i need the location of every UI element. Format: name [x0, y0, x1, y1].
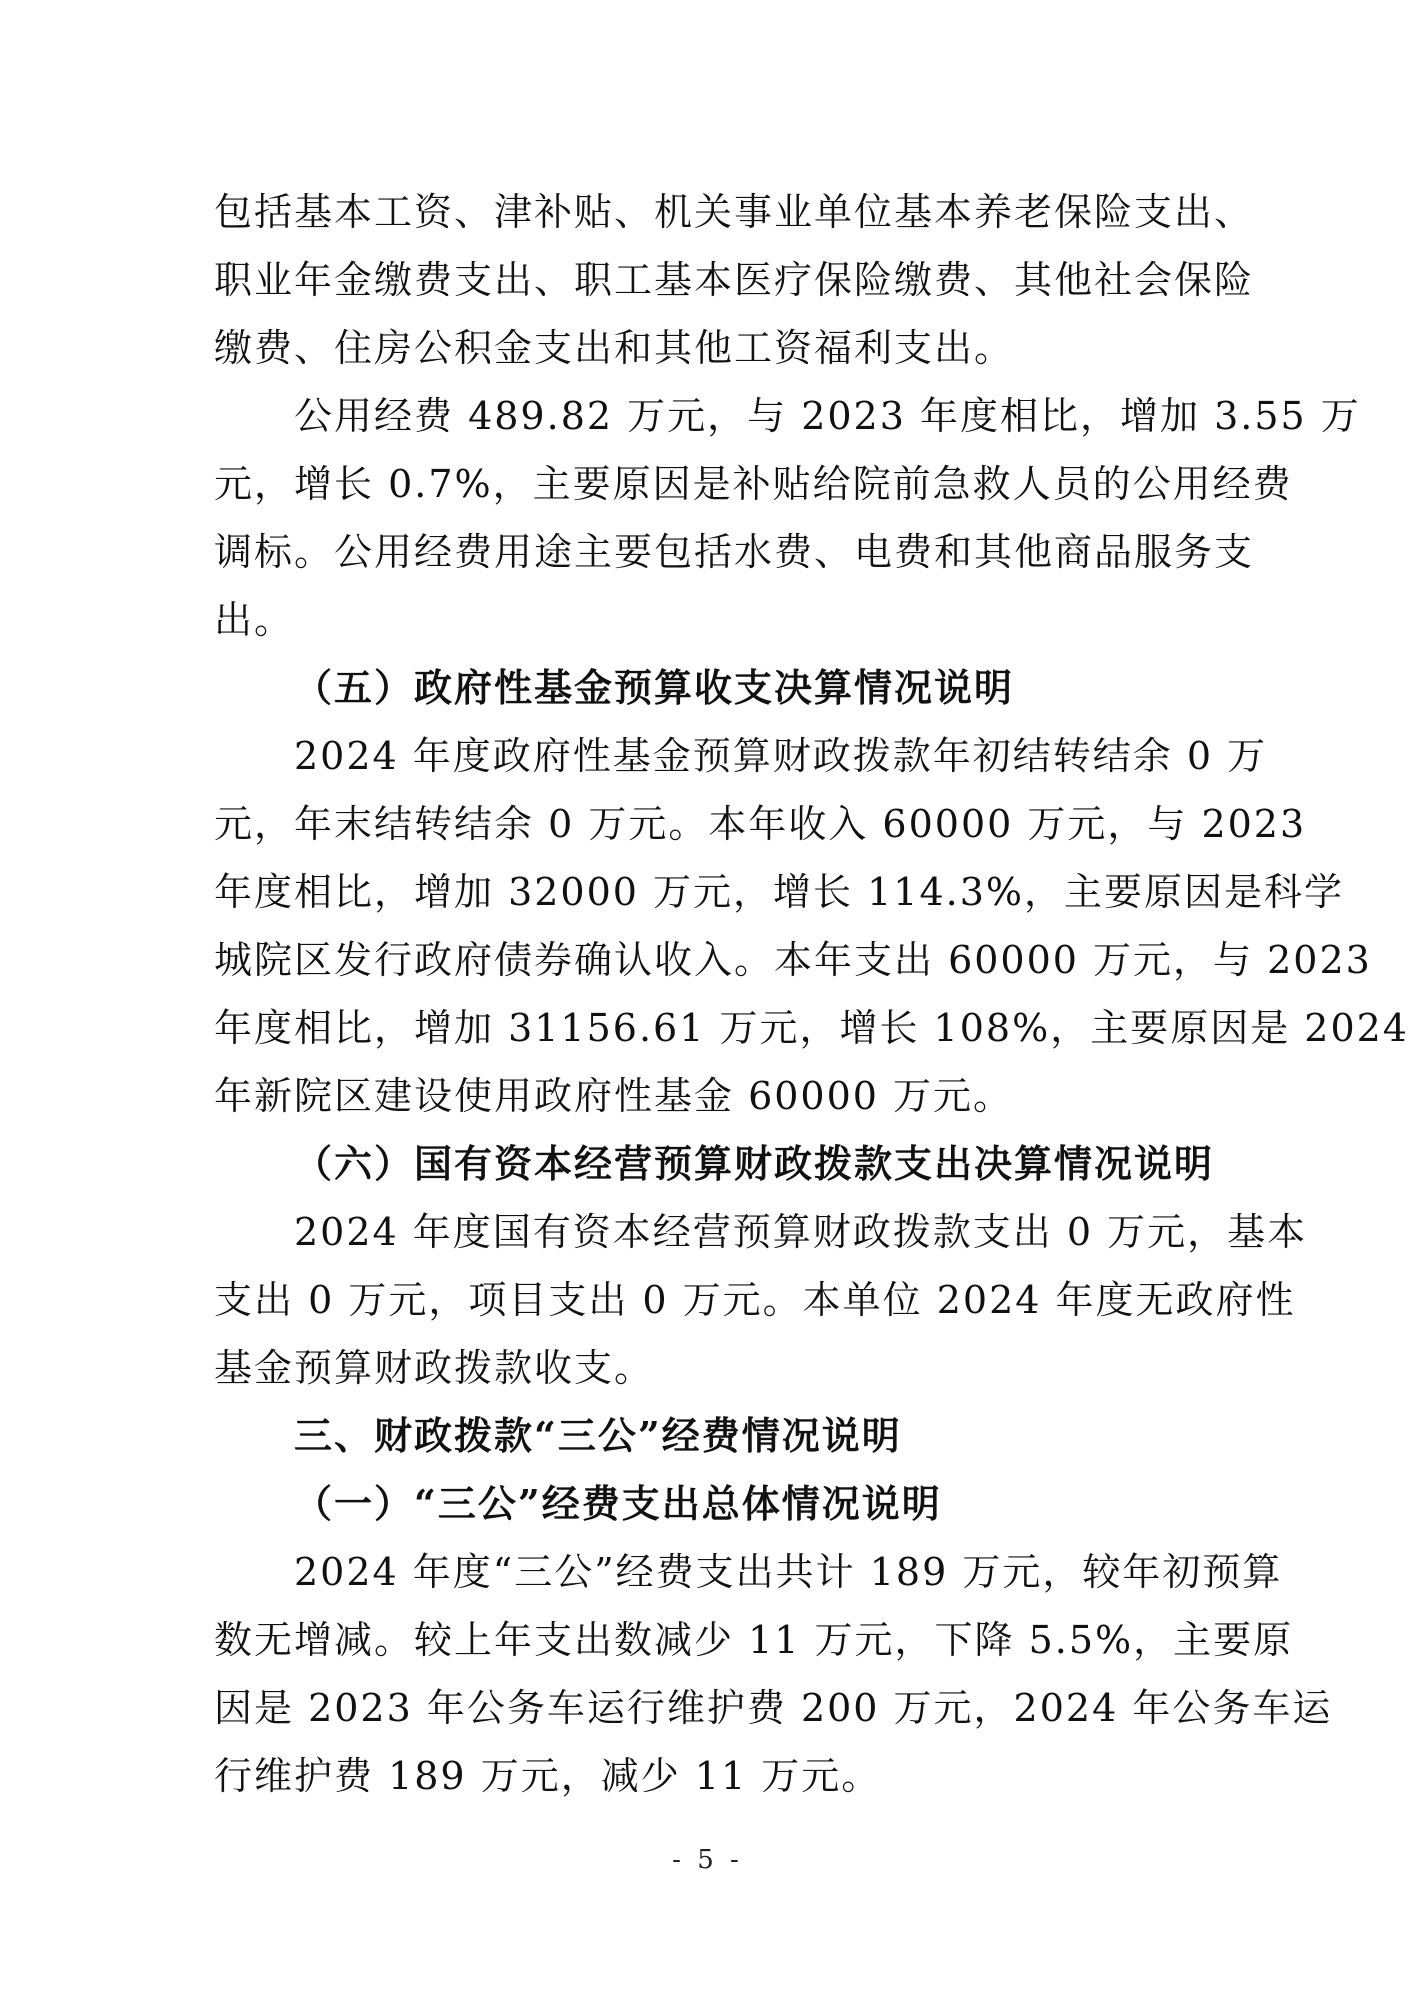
- document-body: [214, 178, 1409, 1810]
- section-heading-5: （五）政府性基金预算收支决算情况说明: [294, 665, 1015, 710]
- section-heading-three-1: （一）“三公”经费支出总体情况说明: [294, 1481, 942, 1526]
- paragraph-line: 出。: [214, 598, 295, 642]
- paragraph-line: 2024 年度“三公”经费支出共计 189 万元，较年初预算: [294, 1550, 1283, 1594]
- paragraph-line: 元，增长 0.7%，主要原因是补贴给院前急救人员的公用经费: [214, 462, 1293, 506]
- paragraph-line: 支出 0 万元，项目支出 0 万元。本单位 2024 年度无政府性: [214, 1278, 1296, 1322]
- paragraph-line: 职业年金缴费支出、职工基本医疗保险缴费、其他社会保险: [214, 258, 1255, 302]
- section-heading-6: （六）国有资本经营预算财政拨款支出决算情况说明: [294, 1141, 1215, 1186]
- paragraph-line: 年度相比，增加 31156.61 万元，增长 108%，主要原因是 2024: [214, 1006, 1409, 1050]
- paragraph-line: 城院区发行政府债券确认收入。本年支出 60000 万元，与 2023: [214, 938, 1372, 982]
- page-number: - 5 -: [672, 1845, 743, 1875]
- paragraph-line: 2024 年度政府性基金预算财政拨款年初结转结余 0 万: [294, 734, 1268, 778]
- paragraph-line: 年度相比，增加 32000 万元，增长 114.3%，主要原因是科学: [214, 870, 1345, 914]
- chapter-heading-three: 三、财政拨款“三公”经费情况说明: [294, 1413, 902, 1458]
- paragraph-line: 2024 年度国有资本经营预算财政拨款支出 0 万元，基本: [294, 1210, 1308, 1254]
- paragraph-line: 包括基本工资、津补贴、机关事业单位基本养老保险支出、: [214, 190, 1255, 234]
- paragraph-line: 基金预算财政拨款收支。: [214, 1346, 655, 1390]
- paragraph-line: 元，年末结转结余 0 万元。本年收入 60000 万元，与 2023: [214, 802, 1307, 846]
- paragraph-line: 缴费、住房公积金支出和其他工资福利支出。: [214, 326, 1015, 370]
- paragraph-line: 数无增减。较上年支出数减少 11 万元，下降 5.5%，主要原: [214, 1618, 1294, 1662]
- paragraph-line: 行维护费 189 万元，减少 11 万元。: [214, 1754, 882, 1798]
- paragraph-line: 因是 2023 年公务车运行维护费 200 万元，2024 年公务车运: [214, 1686, 1333, 1730]
- paragraph-line: 年新院区建设使用政府性基金 60000 万元。: [214, 1074, 1014, 1118]
- paragraph-line: 公用经费 489.82 万元，与 2023 年度相比，增加 3.55 万: [294, 394, 1361, 438]
- paragraph-line: 调标。公用经费用途主要包括水费、电费和其他商品服务支: [214, 530, 1255, 574]
